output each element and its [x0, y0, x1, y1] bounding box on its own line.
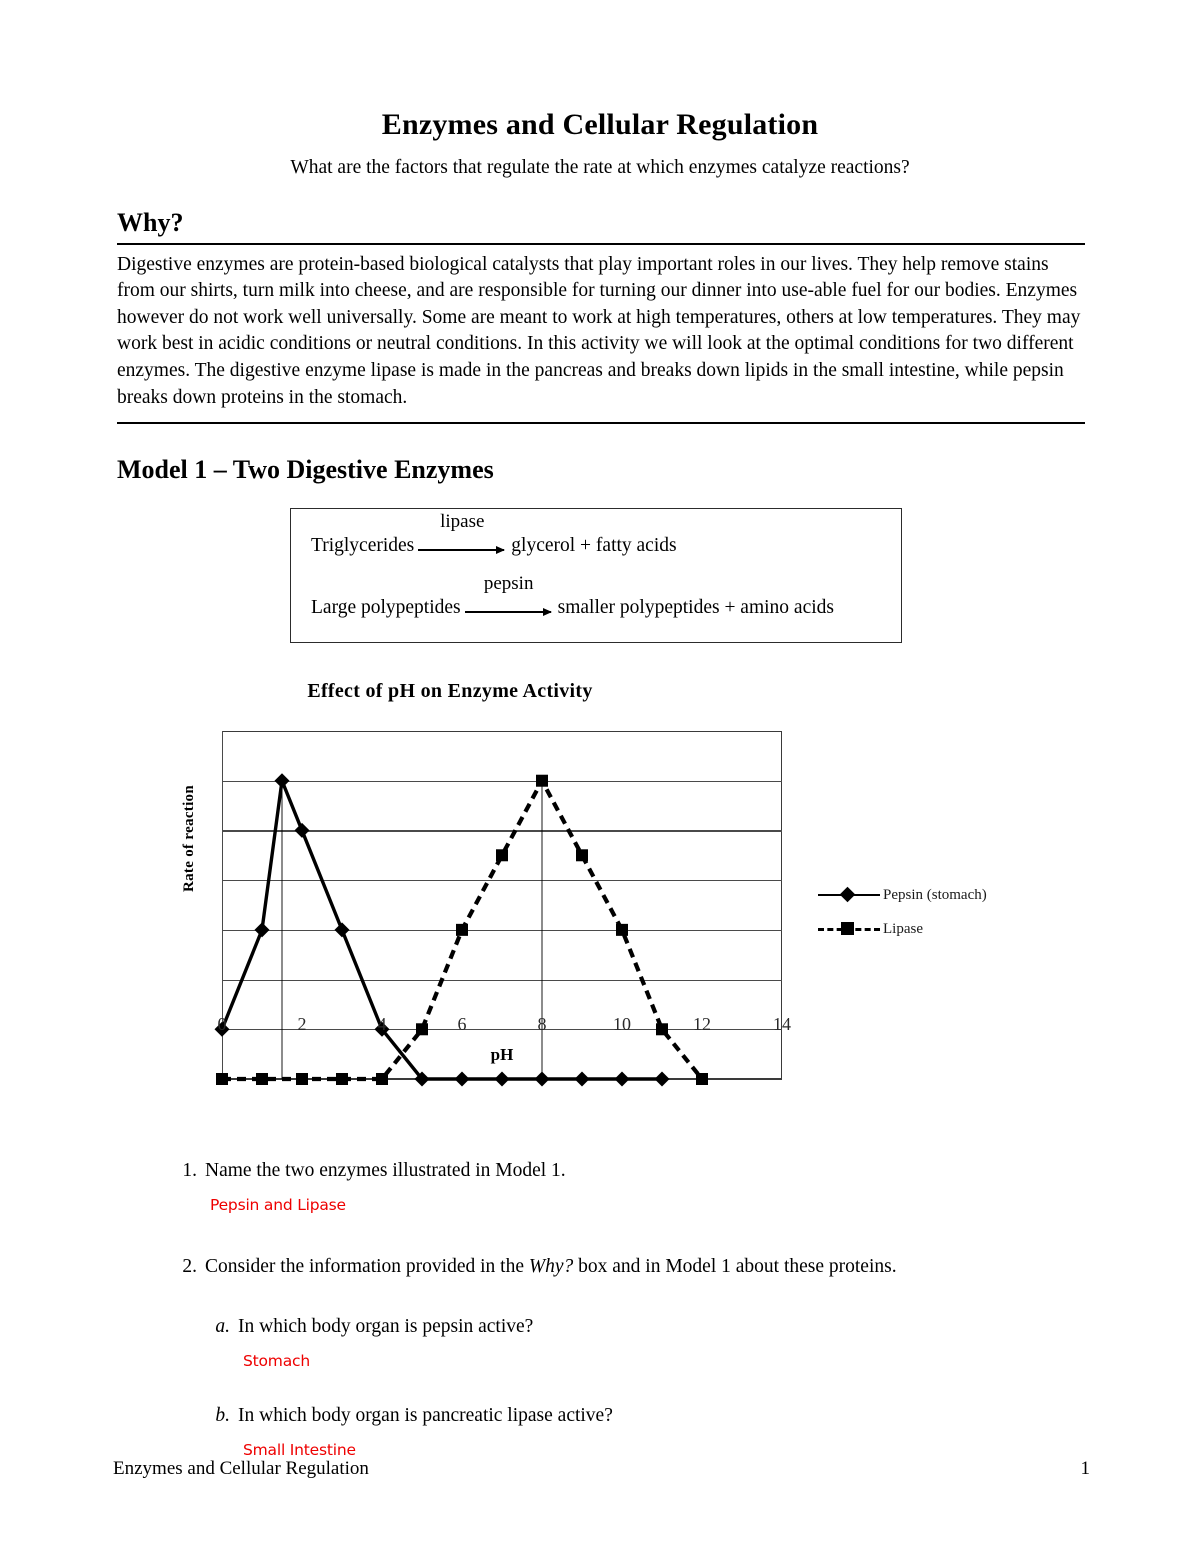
question-2-emphasis: Why?	[528, 1256, 574, 1278]
question-2-text	[205, 1254, 1200, 1280]
chart-marker-diamond	[295, 823, 310, 838]
chart-marker-diamond	[575, 1072, 590, 1087]
question-2-text-part2: box and in Model 1 about these proteins.	[573, 1256, 897, 1278]
why-section	[117, 179, 1085, 424]
chart-x-tick: 2	[297, 1014, 307, 1034]
chart-marker-square	[296, 1073, 308, 1085]
legend-key-dashed-square	[818, 921, 880, 937]
questions-section	[0, 1158, 1200, 1461]
arrow-right-icon	[418, 549, 504, 551]
chart-marker-square	[216, 1073, 228, 1085]
chart-marker-square	[456, 924, 468, 936]
chart-marker-diamond	[495, 1072, 510, 1087]
chart-marker-diamond	[255, 922, 270, 937]
question-1-answer: Pepsin and Lipase	[210, 1196, 346, 1215]
reaction-substrate: Large polypeptides	[311, 597, 461, 618]
chart-legend	[818, 878, 1048, 946]
question-2b-answer: Small Intestine	[243, 1441, 356, 1460]
question-2a	[215, 1281, 1200, 1372]
question-2a-number: a.	[215, 1315, 230, 1337]
question-2b-text: In which body organ is pancreatic lipase active?	[238, 1404, 613, 1426]
page-title: Enzymes and Cellular Regulation	[381, 108, 819, 141]
chart-x-tick: 8	[537, 1014, 547, 1034]
chart-x-tick: 10	[613, 1014, 631, 1034]
chart-x-axis-label: pH	[490, 1045, 514, 1064]
chart-title: Effect of pH on Enzyme Activity	[307, 680, 593, 702]
model1-reaction-box	[290, 508, 902, 643]
question-2a-text: In which body organ is pepsin active?	[238, 1315, 534, 1337]
chart-marker-square	[576, 849, 588, 861]
enzyme-activity-chart	[0, 660, 1200, 1160]
footer-title: Enzymes and Cellular Regulation	[113, 1458, 369, 1479]
question-2a-answer: Stomach	[243, 1351, 310, 1370]
model1-heading: Model 1 – Two Digestive Enzymes	[117, 455, 494, 485]
chart-marker-diamond	[275, 773, 290, 788]
chart-marker-diamond	[335, 922, 350, 937]
question-1	[182, 1158, 1200, 1216]
square-marker-icon	[841, 922, 854, 935]
chart-series-line	[222, 781, 662, 1079]
chart-marker-diamond	[455, 1072, 470, 1087]
question-2-text-part1: Consider the information provided in the	[205, 1256, 529, 1278]
question-2-number: 2.	[182, 1256, 197, 1278]
legend-item-lipase	[818, 912, 1048, 946]
reaction-enzyme-label: lipase	[440, 511, 485, 532]
chart-y-axis-label: Rate of reaction	[181, 785, 197, 892]
reaction-arrow-group	[465, 573, 553, 619]
reaction-arrow-group	[418, 511, 506, 557]
reaction-products: glycerol + fatty acids	[511, 535, 677, 556]
question-1-number: 1.	[182, 1160, 197, 1181]
question-2	[182, 1216, 1200, 1280]
legend-key-solid-diamond	[818, 887, 880, 903]
page-footer	[113, 1458, 1090, 1480]
chart-x-tick: 0	[217, 1014, 227, 1034]
chart-x-tick: 12	[693, 1014, 711, 1034]
question-1-text: Name the two enzymes illustrated in Model 1.	[205, 1160, 566, 1181]
chart-marker-square	[696, 1073, 708, 1085]
diamond-marker-icon	[840, 887, 856, 903]
chart-marker-diamond	[615, 1072, 630, 1087]
question-2b	[215, 1372, 1200, 1461]
chart-x-tick: 14	[773, 1014, 791, 1034]
chart-marker-square	[416, 1023, 428, 1035]
chart-marker-square	[496, 849, 508, 861]
chart-marker-diamond	[655, 1072, 670, 1087]
page-subtitle: What are the factors that regulate the rate at which enzymes catalyze reactions?	[290, 157, 910, 178]
arrow-right-icon	[465, 611, 551, 613]
footer-page-number: 1	[1080, 1458, 1090, 1479]
chart-marker-square	[656, 1023, 668, 1035]
legend-item-pepsin	[818, 878, 1048, 912]
reaction-enzyme-label: pepsin	[483, 573, 534, 594]
chart-marker-square	[336, 1073, 348, 1085]
why-body-text: Digestive enzymes are protein-based biological catalysts that play important roles in our lives. They help remove stains from our shirts, turn milk into cheese, and are responsible for turning our dinner into use-able fuel for our bodies. Enzymes however do not work well universally. Some are meant to work at high temperatures, others at low temperatures. They may work best in acidic conditions or neutral conditions. In this activity we will look at the optimal conditions for two different enzymes. The digestive enzyme lipase is made in the pancreas and breaks down lipids in the small intestine, while pepsin breaks down proteins in the stomach.	[117, 253, 1081, 408]
reaction-substrate: Triglycerides	[311, 535, 415, 556]
question-2b-number: b.	[215, 1404, 230, 1426]
chart-marker-square	[616, 924, 628, 936]
chart-marker-square	[256, 1073, 268, 1085]
chart-marker-square	[376, 1073, 388, 1085]
legend-label-lipase: Lipase	[883, 920, 923, 937]
chart-x-tick: 6	[457, 1014, 467, 1034]
reaction-row-lipase	[311, 511, 677, 557]
chart-marker-square	[536, 775, 548, 787]
why-heading: Why?	[117, 208, 184, 238]
chart-x-tick: 4	[377, 1014, 387, 1034]
reaction-products: smaller polypeptides + amino acids	[557, 597, 834, 618]
legend-label-pepsin: Pepsin (stomach)	[883, 886, 987, 903]
reaction-row-pepsin	[311, 573, 834, 619]
